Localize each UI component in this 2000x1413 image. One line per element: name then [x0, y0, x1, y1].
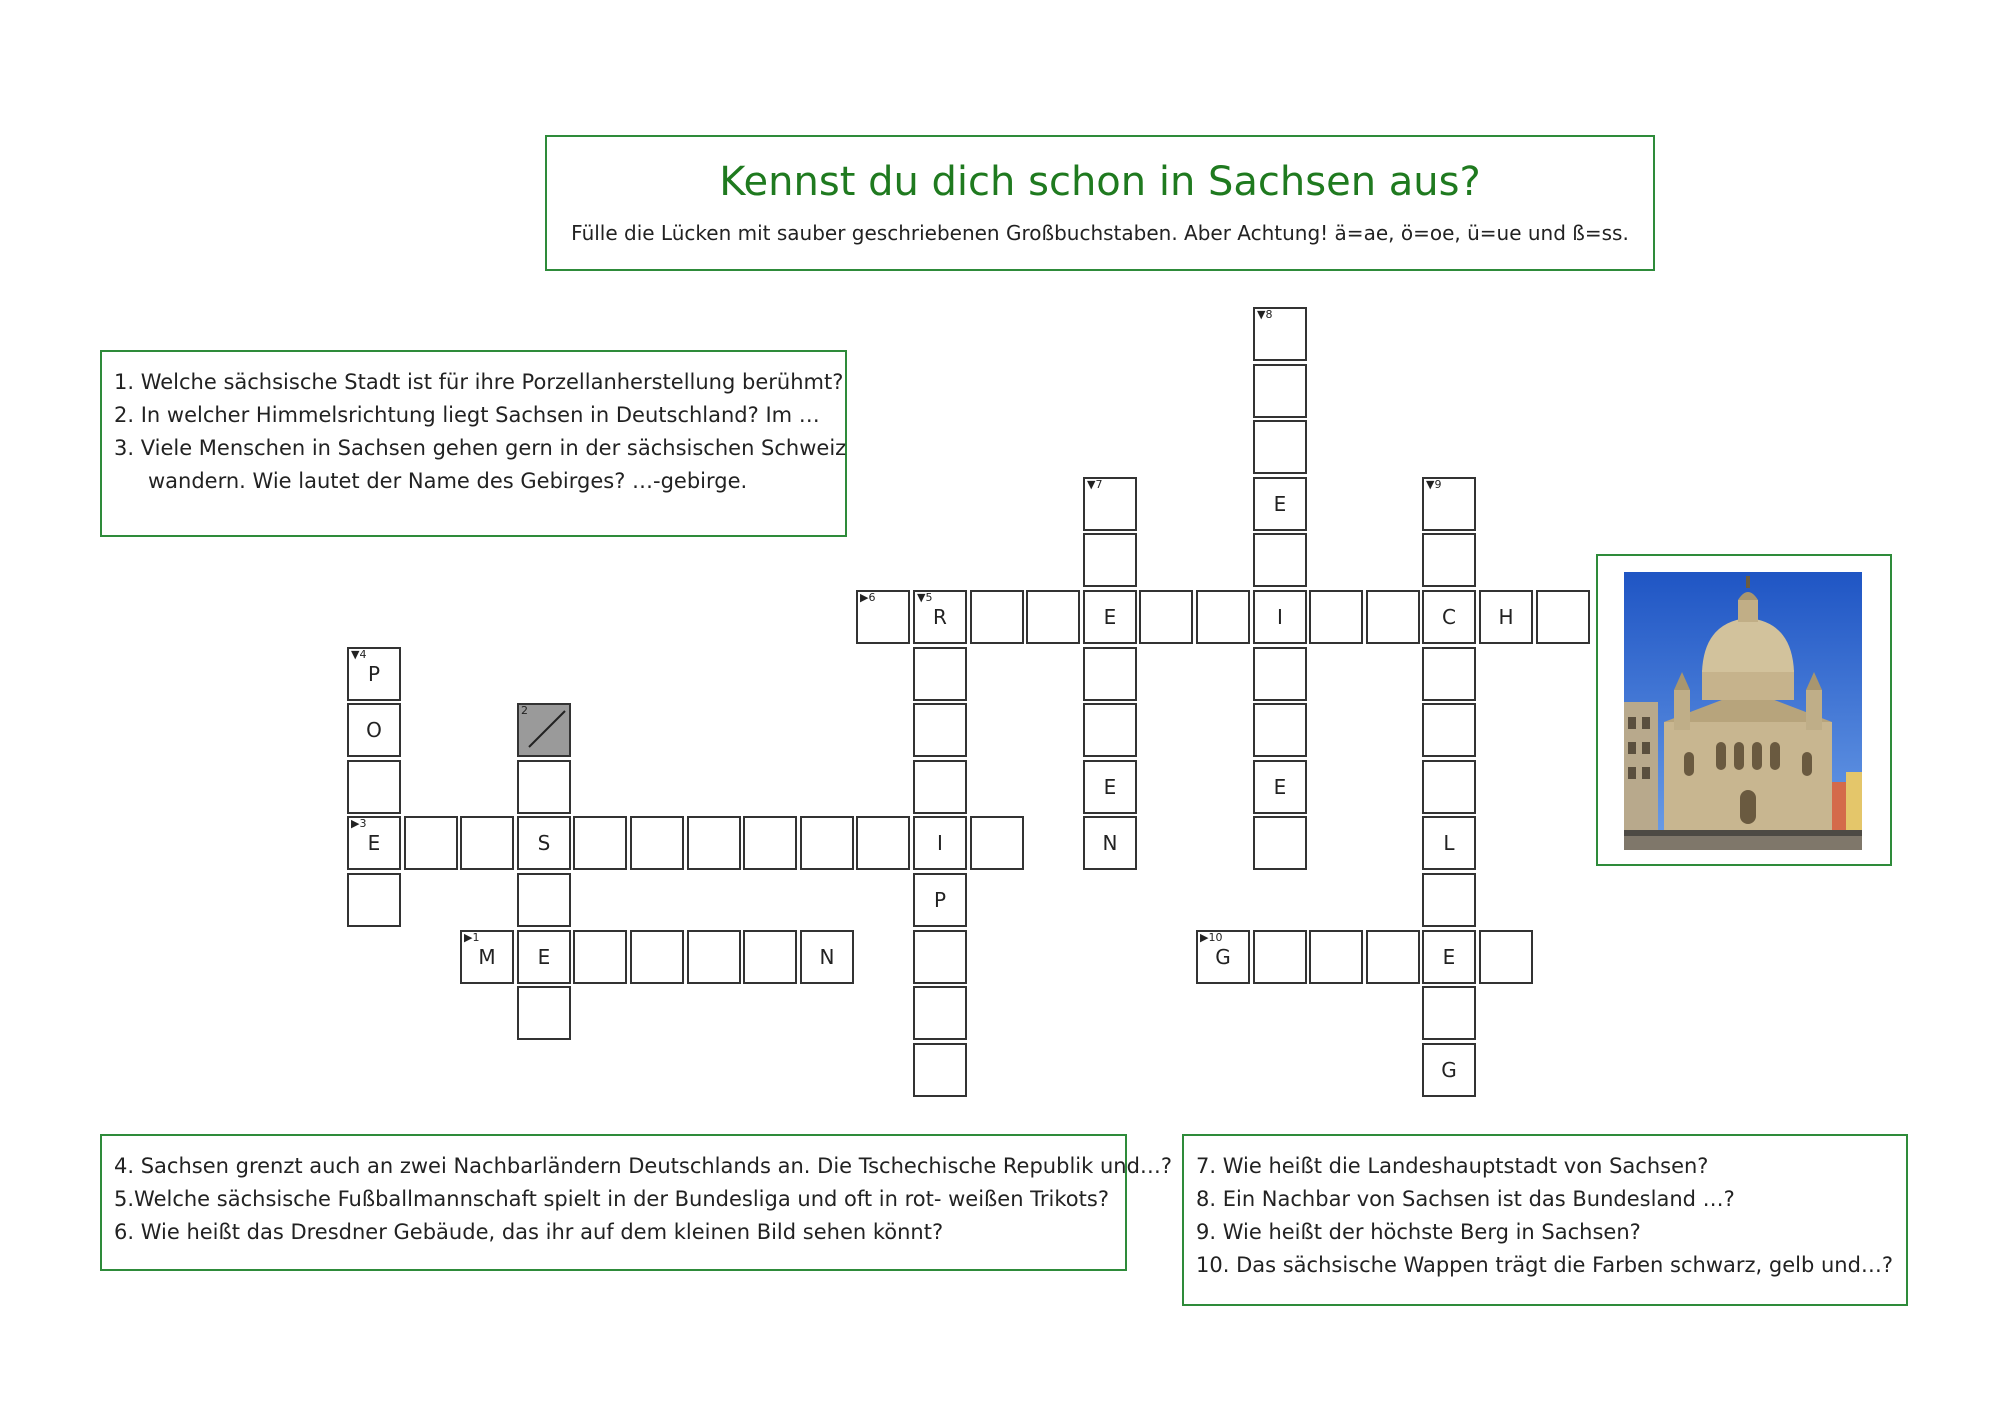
crossword-cell[interactable] — [856, 816, 910, 870]
crossword-cell[interactable] — [517, 986, 571, 1040]
crossword-cell[interactable] — [1309, 930, 1363, 984]
crossword-cell[interactable] — [1366, 590, 1420, 644]
clue-number: ▼7 — [1087, 478, 1103, 491]
clue-6: 6. Wie heißt das Dresdner Gebäude, das ihr auf dem kleinen Bild sehen könnt? — [114, 1220, 944, 1244]
crossword-cell[interactable] — [1253, 703, 1307, 757]
clue-number: ▶6 — [860, 591, 876, 604]
crossword-cell[interactable] — [1253, 816, 1307, 870]
crossword-cell[interactable] — [970, 590, 1024, 644]
crossword-cell[interactable] — [404, 816, 458, 870]
crossword-cell[interactable] — [913, 647, 967, 701]
cell-letter: I — [1277, 605, 1283, 629]
crossword-cell[interactable] — [1253, 364, 1307, 418]
crossword-cell[interactable] — [517, 930, 571, 984]
crossword-cell[interactable] — [1366, 930, 1420, 984]
crossword-cell[interactable] — [460, 930, 514, 984]
crossword-cell[interactable] — [913, 873, 967, 927]
clue-3: 3. Viele Menschen in Sachsen gehen gern in der sächsischen Schweiz — [114, 436, 847, 460]
crossword-cell[interactable] — [347, 647, 401, 701]
crossword-cell[interactable] — [913, 816, 967, 870]
clue-number: ▶10 — [1200, 931, 1223, 944]
cell-letter: P — [933, 888, 947, 912]
crossword-cell[interactable] — [856, 590, 910, 644]
crossword-cell[interactable] — [800, 930, 854, 984]
crossword-cell[interactable] — [630, 816, 684, 870]
crossword-cell[interactable] — [347, 816, 401, 870]
cell-letter: G — [1441, 1058, 1457, 1082]
crossword-cell[interactable] — [1253, 307, 1307, 361]
crossword-cell[interactable] — [1083, 760, 1137, 814]
clue-number: ▶3 — [351, 817, 367, 830]
cell-letter: E — [367, 831, 381, 855]
crossword-cell[interactable] — [1253, 533, 1307, 587]
crossword-cell[interactable] — [1422, 1043, 1476, 1097]
clue-7: 7. Wie heißt die Landeshauptstadt von Sachsen? — [1196, 1154, 1709, 1178]
crossword-cell[interactable] — [1196, 930, 1250, 984]
crossword-cell[interactable] — [1479, 930, 1533, 984]
crossword-cell[interactable] — [1083, 477, 1137, 531]
crossword-cell[interactable] — [1196, 590, 1250, 644]
crossword-cell[interactable] — [1536, 590, 1590, 644]
cell-letter: M — [478, 945, 496, 969]
crossword-cell[interactable] — [687, 930, 741, 984]
cell-letter: E — [537, 945, 551, 969]
clue-10: 10. Das sächsische Wappen trägt die Farben schwarz, gelb und…? — [1196, 1253, 1894, 1277]
cell-letter: N — [819, 945, 835, 969]
crossword-cell[interactable] — [913, 986, 967, 1040]
crossword-cell[interactable] — [517, 873, 571, 927]
crossword-cell[interactable] — [1083, 816, 1137, 870]
cell-letter: G — [1215, 945, 1231, 969]
crossword-cell[interactable] — [1083, 590, 1137, 644]
page-subtitle: Fülle die Lücken mit sauber geschriebenen Großbuchstaben. Aber Achtung! ä=ae, ö=oe, ü=ue und ß=ss. — [571, 221, 1629, 245]
crossword-cell[interactable] — [347, 873, 401, 927]
cell-letter: S — [537, 831, 551, 855]
crossword-cell[interactable] — [1422, 703, 1476, 757]
crossword-cell[interactable] — [1253, 760, 1307, 814]
crossword-cell[interactable] — [1309, 590, 1363, 644]
crossword-cell[interactable] — [573, 816, 627, 870]
crossword-cell[interactable] — [1422, 930, 1476, 984]
cell-letter: I — [937, 831, 943, 855]
crossword-cell[interactable] — [1253, 420, 1307, 474]
crossword-cell[interactable] — [460, 816, 514, 870]
clue-9: 9. Wie heißt der höchste Berg in Sachsen? — [1196, 1220, 1641, 1244]
crossword-cell[interactable] — [1422, 760, 1476, 814]
page-title: Kennst du dich schon in Sachsen aus? — [719, 159, 1481, 205]
clue-number: ▼9 — [1426, 478, 1442, 491]
crossword-cell[interactable] — [1422, 816, 1476, 870]
crossword-cell[interactable] — [1139, 590, 1193, 644]
clue-4: 4. Sachsen grenzt auch an zwei Nachbarländern Deutschlands an. Die Tschechische Republik und…? — [114, 1154, 1173, 1178]
crossword-cell[interactable] — [1253, 590, 1307, 644]
crossword-cell[interactable] — [1422, 533, 1476, 587]
clue-3-continuation: wandern. Wie lautet der Name des Gebirges? …-gebirge. — [148, 469, 748, 493]
clue-8: 8. Ein Nachbar von Sachsen ist das Bundesland …? — [1196, 1187, 1735, 1211]
crossword-cell[interactable] — [1083, 533, 1137, 587]
crossword-cell[interactable] — [913, 703, 967, 757]
crossword-cell[interactable] — [1253, 477, 1307, 531]
clue-number: ▶1 — [464, 931, 480, 944]
crossword-cell[interactable] — [1422, 477, 1476, 531]
crossword-cell[interactable] — [800, 816, 854, 870]
clue-5: 5.Welche sächsische Fußballmannschaft spielt in der Bundesliga und oft in rot- weißen Trikots? — [114, 1187, 1109, 1211]
crossword-cell[interactable] — [913, 590, 967, 644]
clue-number: ▼4 — [351, 648, 367, 661]
clue-number: ▼5 — [917, 591, 933, 604]
crossword-cell[interactable] — [913, 930, 967, 984]
crossword-cell[interactable] — [517, 760, 571, 814]
cell-letter: E — [1273, 775, 1287, 799]
cell-letter: H — [1498, 605, 1514, 629]
cell-letter: O — [366, 718, 382, 742]
cell-letter: C — [1442, 605, 1456, 629]
cell-letter: N — [1102, 831, 1118, 855]
crossword-cell[interactable] — [970, 816, 1024, 870]
crossword-cell[interactable] — [347, 760, 401, 814]
crossword-cell[interactable] — [913, 1043, 967, 1097]
crossword-cell[interactable] — [517, 816, 571, 870]
crossword-cell[interactable] — [347, 703, 401, 757]
crossword-cell[interactable] — [1083, 703, 1137, 757]
crossword-blocked-cell — [517, 703, 571, 757]
crossword-cell[interactable] — [1422, 986, 1476, 1040]
crossword-cell[interactable] — [1479, 590, 1533, 644]
crossword-cell[interactable] — [573, 930, 627, 984]
crossword-cell[interactable] — [1026, 590, 1080, 644]
crossword-cell[interactable] — [687, 816, 741, 870]
cell-letter: R — [933, 605, 947, 629]
clue-number: ▼8 — [1257, 308, 1273, 321]
crossword-cell[interactable] — [1253, 647, 1307, 701]
crossword-cell[interactable] — [743, 930, 797, 984]
crossword-cell[interactable] — [1422, 647, 1476, 701]
cell-letter: E — [1103, 775, 1117, 799]
crossword-cell[interactable] — [1253, 930, 1307, 984]
crossword-cell[interactable] — [1083, 647, 1137, 701]
crossword-cell[interactable] — [630, 930, 684, 984]
crossword-cell[interactable] — [743, 816, 797, 870]
crossword-cell[interactable] — [913, 760, 967, 814]
cell-letter: E — [1103, 605, 1117, 629]
cell-letter: L — [1443, 831, 1455, 855]
crossword-cell[interactable] — [1422, 873, 1476, 927]
slash-mark — [519, 705, 569, 755]
clue-number: 2 — [521, 704, 528, 717]
clue-2: 2. In welcher Himmelsrichtung liegt Sachsen in Deutschland? Im … — [114, 403, 820, 427]
cell-letter: E — [1273, 492, 1287, 516]
crossword-cell[interactable] — [1422, 590, 1476, 644]
cell-letter: P — [367, 662, 381, 686]
cell-letter: E — [1442, 945, 1456, 969]
clue-1: 1. Welche sächsische Stadt ist für ihre Porzellanherstellung berühmt? — [114, 370, 844, 394]
